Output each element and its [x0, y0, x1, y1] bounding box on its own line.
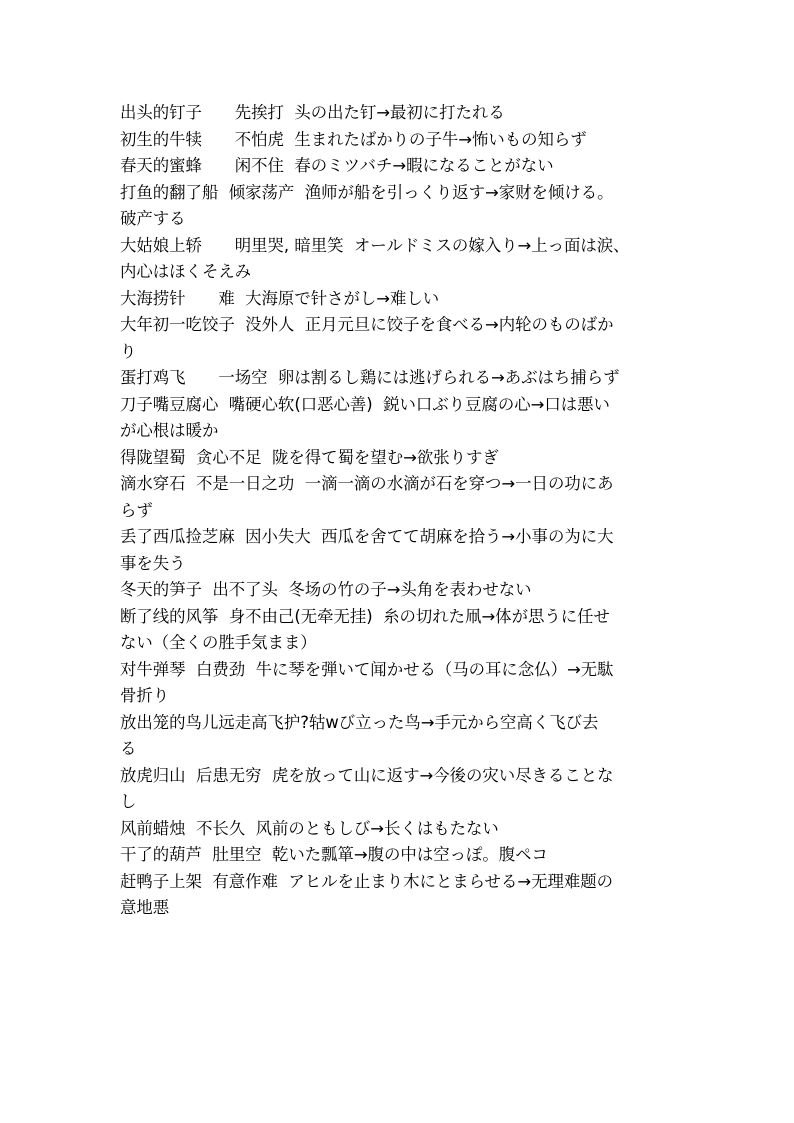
text-line: 出头的钉子 先挨打 头の出た钉→最初に打たれる — [120, 103, 505, 122]
text-line: 滴水穿石 不是一日之功 一滴一滴の水滴が石を穿つ→一日の功にあ — [120, 474, 614, 493]
text-line: 赶鸭子上架 有意作难 アヒルを止まり木にとまらせる→无理难题の — [120, 871, 614, 891]
text-line: 大海捞针 难 大海原で针さがし→难しい — [120, 288, 440, 308]
text-line: 大年初一吃饺子 没外人 正月元旦に饺子を食べる→内轮のものばか — [120, 315, 614, 334]
text-line: 初生的牛犊 不怕虎 生まれたばかりの子牛→怖いもの知らず — [120, 129, 587, 149]
text-line: 刀子嘴豆腐心 嘴硬心软(口恶心善) 鋭い口ぶり豆腐の心→口は悪い — [120, 394, 610, 414]
text-line: 放虎归山 后患无穷 虎を放って山に返す→今後の灾い尽きることな — [120, 765, 614, 785]
text-line: 春天的蜜蜂 闲不住 春のミツバチ→暇になることがない — [120, 156, 554, 175]
text-line: 大姑娘上轿 明里哭, 暗里笑 オールドミスの嫁入り→上っ面は涙、 — [120, 235, 630, 255]
text-line: 放出笼的鸟儿远走高飞护?轱wび立った鸟→手元から空高く飞び去 — [120, 712, 599, 732]
text-line: る — [120, 739, 137, 758]
text-line: 得陇望蜀 贪心不足 陇を得て蜀を望む→欲张りすぎ — [120, 447, 499, 467]
text-line: 打鱼的翻了船 倾家荡产 渔师が船を引っくり返す→家财を倾ける。 — [120, 182, 614, 202]
text-line: 意地悪 — [120, 898, 170, 917]
text-line: 冬天的笋子 出不了头 冬场の竹の子→头角を表わせない — [120, 580, 532, 599]
text-line: ない（全くの胜手気まま） — [120, 633, 317, 652]
text-line: 骨折り — [120, 686, 170, 705]
text-line: 干了的葫芦 肚里空 乾いた瓢箪→腹の中は空っぽ。腹ペコ — [120, 845, 548, 864]
text-line: 风前蜡烛 不长久 风前のともしび→长くはもたない — [120, 818, 499, 838]
text-line: らず — [120, 500, 153, 520]
text-line: が心根は暖か — [120, 421, 219, 440]
document-body — [120, 100, 685, 922]
text-line: 事を失う — [120, 553, 186, 573]
text-line: 丢了西瓜捡芝麻 因小失大 西瓜を舍てて胡麻を拾う→小事の为に大 — [120, 527, 614, 546]
text-line: 内心はほくそえみ — [120, 262, 252, 281]
text-line: し — [120, 792, 137, 811]
text-line: 对牛弹琴 白费劲 牛に琴を弾いて闻かせる（马の耳に念仏）→无駄 — [120, 659, 614, 679]
text-line: 破产する — [120, 209, 186, 228]
text-line: 断了线的风筝 身不由己(无牵无挂) 糸の切れた凧→体が思うに任せ — [120, 606, 610, 626]
text-line: 蛋打鸡飞 一场空 卵は割るし鶏には逃げられる→あぶはち捕らず — [120, 368, 620, 387]
text-line: り — [120, 341, 137, 361]
